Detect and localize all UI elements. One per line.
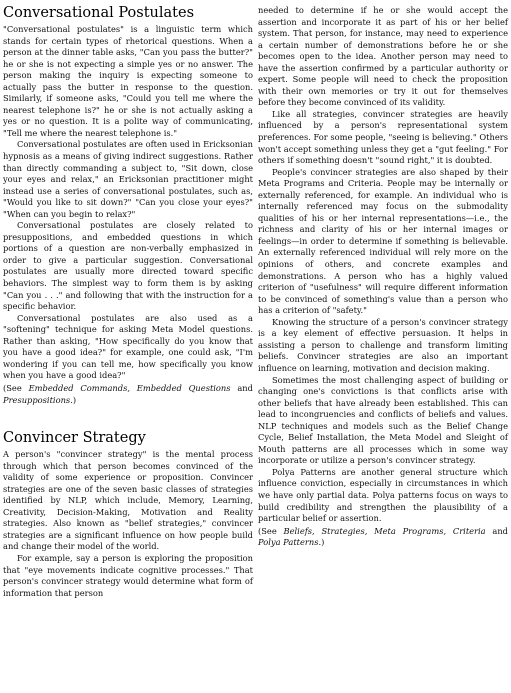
left-column xyxy=(3,5,253,693)
see-also-reference: (See Embedded Commands, Embedded Questions and Presuppositions.) xyxy=(3,382,253,405)
see-also-link: Beliefs, Strategies, Meta Programs, Criteria xyxy=(283,525,486,536)
paragraph: A person's "convincer strategy" is the mental process through which that person becomes convinced of the validity of some experience or proposition. Convincer strategies are one of the seven basic classes of strategies identified by NLP, which include, Memory, Learning, Creativity, Decision-Making, Motivation and Reality strategies. Also known as "belief strategies," convincer strategies are a significant influence on how people build and change their model of the world. xyxy=(3,449,253,552)
see-also-link: Embedded Commands, Embedded Questions xyxy=(28,382,231,393)
right-column xyxy=(258,5,508,693)
paragraph: "Conversational postulates" is a linguistic term which stands for certain types of rhetorical questions. When a person at the dinner table asks, "Can you pass the butter?" he or she is not expecting a simple yes or no answer. The person making the inquiry is expecting someone to actually pass the butter in response to the question. Similarly, if someone asks, "Could you tell me where the nearest telephone is?" he or she is not actually asking a yes or no question. It is a polite way of communicating, "Tell me where the nearest telephone is." xyxy=(3,24,253,138)
paragraph: Conversational postulates are closely related to presuppositions, and embedded questions in which portions of a question are non-verbally emphasized in order to give a particular suggestion. Conversational postulates are usually more directed toward specific behaviors. The simplest way to form them is by asking "Can you . . ." and following that with the instruction for a specific behavior. xyxy=(3,220,253,312)
section-title-convincer-strategy: Convincer Strategy xyxy=(3,430,146,447)
paragraph: Sometimes the most challenging aspect of building or changing one's convictions is that conflicts arise with other beliefs that have already been established. This can lead to incongruencies and conflicts of beliefs and values. NLP techniques and models such as the Belief Change Cycle, Belief Installation, the Meta Model and Sleight of Mouth patterns are all processes which in some way incorporate or utilize a person's convincer strategy. xyxy=(258,374,508,466)
section-title-conversational-postulates: Conversational Postulates xyxy=(3,5,195,21)
paragraph: Like all strategies, convincer strategies are heavily influenced by a person's representational system preferences. For some people, "seeing is believing." Others won't accept something unless they get a "gut feeling." For others if something doesn't "sound right," it is doubted. xyxy=(258,108,508,166)
see-also-link: Presuppositions xyxy=(3,394,71,405)
paragraph: Conversational postulates are also used as a "softening" technique for asking Meta Model questions. Rather than asking, "How specifically do you know that you have a good idea?" for example, one could ask, "I'm wondering if you can tell me, how specifically you know when you have a good idea?" xyxy=(3,312,253,381)
paragraph: needed to determine if he or she would accept the assertion and incorporate it as part of his or her belief system. That person, for instance, may need to experience a certain number of demonstrations before he or she becomes open to the idea. Another person may need to have the assertion confirmed by a particular authority or expert. Some people will need to check the proposition with their own memories or try it out for themselves before they become convinced of its validity. xyxy=(258,5,508,108)
see-also-reference: (See Beliefs, Strategies, Meta Programs, Criteria and Polya Patterns.) xyxy=(258,525,508,548)
paragraph: Polya Patterns are another general structure which influence conviction, especially in circumstances in which we have only partial data. Polya patterns focus on ways to build credibility and strengthen the plausibility of a particular belief or assertion. xyxy=(258,466,508,524)
paragraph: Conversational postulates are often used in Ericksonian hypnosis as a means of giving indirect suggestions. Rather than directly commanding a subject to, "Sit down, close your eyes and relax," an Ericksonian practitioner might instead use a series of conversational postulates, such as, "Would you like to sit down?" "Can you close your eyes?" "When can you begin to relax?" xyxy=(3,139,253,219)
paragraph: For example, say a person is exploring the proposition that "eye movements indicate cognitive processes." That person's convincer strategy would determine what form of information that person xyxy=(3,552,253,598)
paragraph: People's convincer strategies are also shaped by their Meta Programs and Criteria. People may be internally or externally referenced, for example. An individual who is internally referenced may focus on the submodality qualities of his or her internal representations—i.e., the richness and clarity of his or her internal images or feelings—in order to determine if something is believable. An externally referenced individual will rely more on the opinions of others, and concrete examples and demonstrations. A person who has a highly valued criterion of "usefulness" will require different information to be convinced of something's value than a person who has a criterion of "safety." xyxy=(258,166,508,316)
see-also-link: Polya Patterns xyxy=(258,537,319,548)
paragraph: Knowing the structure of a person's convincer strategy is a key element of effective persuasion. It helps in assisting a person to challenge and transform limiting beliefs. Convincer strategies are also an important influence on learning, motivation and decision making. xyxy=(258,316,508,373)
